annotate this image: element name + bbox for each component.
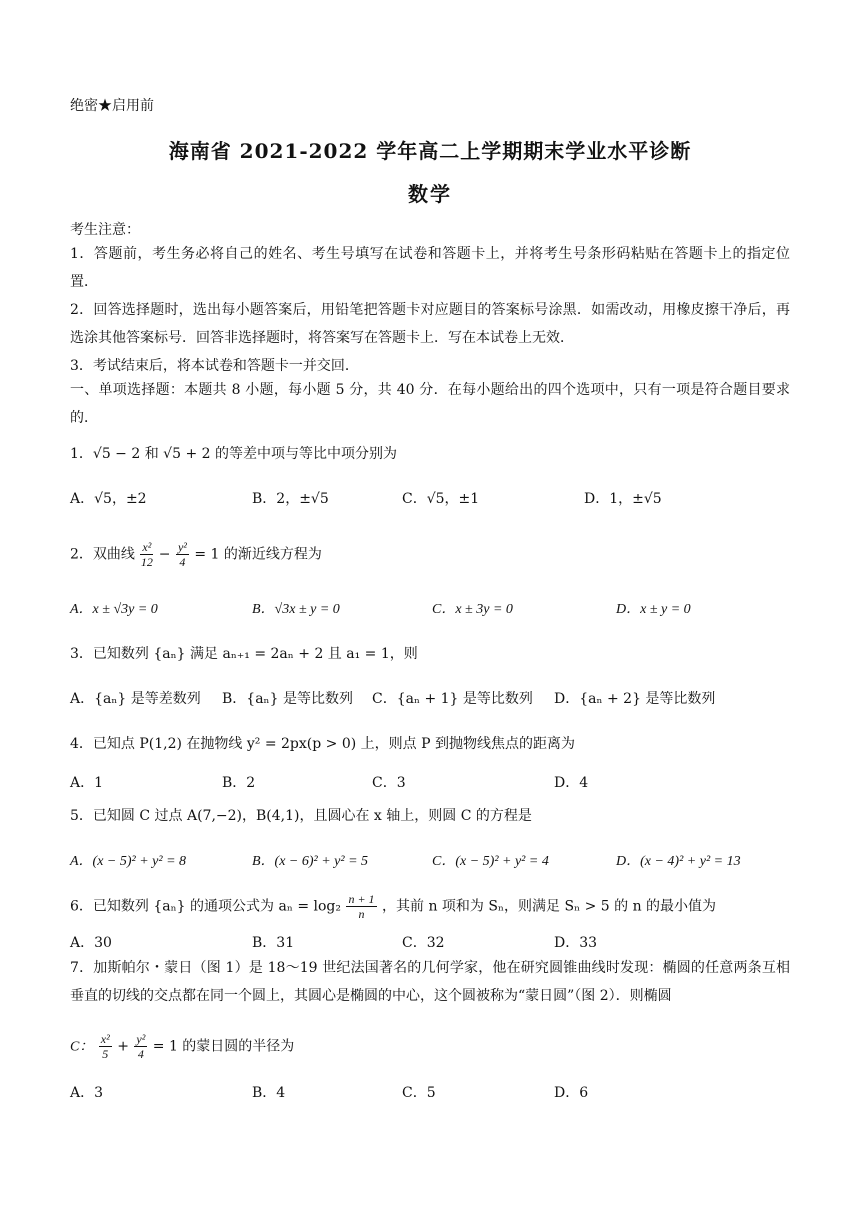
question-6-stem (70, 892, 716, 921)
question-1-options (70, 488, 790, 510)
option-b: B．(x − 6)² + y² = 5 (252, 854, 369, 869)
fraction (346, 892, 376, 921)
notice-item-1: 1．答题前，考生务必将自己的姓名、考生号填写在试卷和答题卡上，并将考生号条形码粘贴在答题卡上的指定位置． (70, 246, 790, 290)
option-b: B．31 (252, 935, 295, 951)
question-3-options (70, 688, 790, 710)
option-b: B．2 (222, 775, 256, 791)
denominator: 12 (140, 555, 153, 569)
stem-prefix: C： (70, 1039, 94, 1055)
numerator: y² (177, 540, 187, 554)
option-c: C．√5，±1 (402, 491, 480, 507)
question-6-options (70, 932, 790, 954)
question-1-stem: 1．√5 − 2 和 √5 + 2 的等差中项与等比中项分别为 (70, 446, 397, 462)
question-5-stem: 5．已知圆 C 过点 A(7,−2)，B(4,1)，且圆心在 x 轴上，则圆 C 的方程是 (70, 808, 532, 824)
denominator: 4 (179, 555, 186, 569)
option-c: C．x ± 3y = 0 (432, 602, 513, 617)
confidential-label: 绝密★启用前 (70, 98, 154, 114)
fraction (99, 1032, 112, 1061)
option-a: A．{aₙ} 是等差数列 (70, 691, 201, 707)
question-4-options (70, 772, 790, 794)
question-7-stem-continued: C： $\frac{\text{x²}}{5}$ + $\frac{\text{y²}}{4}$ = 1 的蒙日圆的半径为 (70, 1032, 295, 1061)
option-b: B．2，±√5 (252, 491, 329, 507)
question-7-options (70, 1082, 790, 1104)
option-d: D．1，±√5 (584, 491, 662, 507)
option-a: A．3 (70, 1085, 104, 1101)
option-a: A．(x − 5)² + y² = 8 (70, 854, 187, 869)
denominator: 5 (102, 1047, 109, 1061)
option-d: D．4 (554, 775, 589, 791)
option-d: D．33 (554, 935, 598, 951)
question-4-stem: 4．已知点 P(1,2) 在抛物线 y² = 2px(p > 0) 上，则点 P 到抛物线焦点的距离为 (70, 736, 575, 752)
option-d: D．(x − 4)² + y² = 13 (616, 854, 741, 869)
question-2-options (70, 598, 790, 620)
numerator: x² (142, 540, 152, 554)
option-a: A．1 (70, 775, 104, 791)
numerator: n + 1 (348, 892, 375, 906)
denominator: 4 (137, 1047, 144, 1061)
option-a: A．x ± √3y = 0 (70, 602, 158, 617)
option-b: B．{aₙ} 是等比数列 (222, 691, 353, 707)
option-c: C．32 (402, 935, 445, 951)
option-d: D．x ± y = 0 (616, 602, 691, 617)
fraction (176, 540, 189, 569)
stem-prefix: 2．双曲线 (70, 546, 135, 563)
fraction (140, 540, 153, 569)
notice-item-2: 2．回答选择题时，选出每小题答案后，用铅笔把答题卡对应题目的答案标号涂黑．如需改动，用橡皮擦干净后，再选涂其他答案标号．回答非选择题时，将答案写在答题卡上．写在本试卷上无效． (70, 302, 790, 346)
denominator: n (358, 907, 365, 921)
stem-suffix: = 1 的蒙日圆的半径为 (152, 1038, 295, 1055)
notice-heading: 考生注意： (70, 222, 140, 238)
notice-item-3: 3．考试结束后，将本试卷和答题卡一并交回． (70, 358, 359, 374)
exam-title: 海南省 2021-2022 学年高二上学期期末学业水平诊断 (168, 139, 692, 163)
option-d: D．6 (554, 1085, 589, 1101)
option-c: C．(x − 5)² + y² = 4 (432, 854, 549, 869)
fraction (134, 1032, 147, 1061)
section-heading: 一、单项选择题：本题共 8 小题，每小题 5 分，共 40 分．在每小题给出的四个选项中，只有一项是符合题目要求的． (70, 382, 790, 426)
option-c: C．{aₙ + 1} 是等比数列 (372, 691, 533, 707)
option-a: A．30 (70, 935, 112, 951)
question-7-stem: 7．加斯帕尔・蒙日（图 1）是 18～19 世纪法国著名的几何学家，他在研究圆锥曲线时发现：椭圆的任意两条互相垂直的切线的交点都在同一个圆上，其圆心是椭圆的中心，这个圆被称为“蒙日圆”（图 2）．则椭圆 (70, 960, 790, 1004)
option-c: C．3 (372, 775, 406, 791)
stem-suffix: ，其前 n 项和为 Sₙ，则满足 Sₙ > 5 的 n 的最小值为 (382, 898, 717, 915)
numerator: y² (136, 1032, 146, 1046)
option-c: C．5 (402, 1085, 436, 1101)
question-3-stem: 3．已知数列 {aₙ} 满足 aₙ₊₁ = 2aₙ + 2 且 a₁ = 1，则 (70, 646, 418, 662)
numerator: x² (100, 1032, 110, 1046)
question-5-options (70, 850, 790, 872)
option-b: B．√3x ± y = 0 (252, 602, 340, 617)
stem-prefix: 6．已知数列 {aₙ} 的通项公式为 aₙ = log₂ (70, 898, 341, 915)
option-d: D．{aₙ + 2} 是等比数列 (554, 691, 716, 707)
option-b: B．4 (252, 1085, 286, 1101)
exam-subject: 数学 (408, 182, 452, 206)
option-a: A．√5，±2 (70, 491, 147, 507)
stem-suffix: = 1 的渐近线方程为 (194, 546, 322, 563)
question-2-stem: 2．双曲线 $\frac{\text{x²}}{12}$ − $\frac{\text{y²}}{4}$ = 1 的渐近线方程为 (70, 540, 322, 569)
